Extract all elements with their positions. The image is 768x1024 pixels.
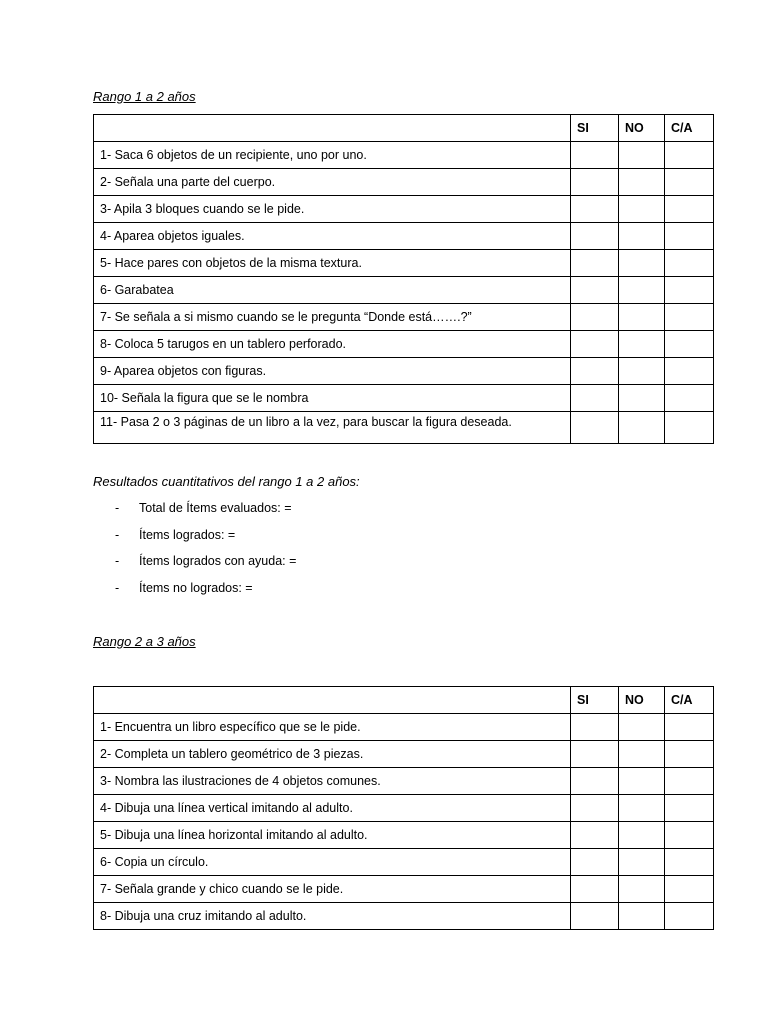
ca-cell[interactable] <box>665 358 714 385</box>
item-text: 9- Aparea objetos con figuras. <box>94 358 571 385</box>
si-cell[interactable] <box>571 903 619 930</box>
item-header-cell <box>94 115 571 142</box>
result-text: Ítems logrados: = <box>139 527 236 542</box>
item-text: 7- Señala grande y chico cuando se le pide. <box>94 876 571 903</box>
no-header: NO <box>619 115 665 142</box>
table-row <box>94 903 714 930</box>
result-text: Ítems logrados con ayuda: = <box>139 554 297 569</box>
no-cell[interactable] <box>619 741 665 768</box>
checklist-table-1-2 <box>93 114 714 444</box>
si-cell[interactable] <box>571 822 619 849</box>
ca-cell[interactable] <box>665 741 714 768</box>
no-cell[interactable] <box>619 277 665 304</box>
no-cell[interactable] <box>619 142 665 169</box>
ca-cell[interactable] <box>665 876 714 903</box>
result-text: Ítems no logrados: = <box>139 580 253 595</box>
ca-cell[interactable] <box>665 250 714 277</box>
result-text: Total de Ítems evaluados: = <box>139 501 292 515</box>
si-cell[interactable] <box>571 795 619 822</box>
table-row <box>94 358 714 385</box>
item-text: 4- Dibuja una línea vertical imitando al adulto. <box>94 795 571 822</box>
table-row <box>94 331 714 358</box>
ca-cell[interactable] <box>665 385 714 412</box>
item-text: 6- Copia un círculo. <box>94 849 571 876</box>
item-text: 1- Saca 6 objetos de un recipiente, uno por uno. <box>94 142 571 169</box>
table-row <box>94 385 714 412</box>
item-text: 2- Señala una parte del cuerpo. <box>94 169 571 196</box>
si-cell[interactable] <box>571 768 619 795</box>
table-row <box>94 714 714 741</box>
no-cell[interactable] <box>619 822 665 849</box>
si-cell[interactable] <box>571 223 619 250</box>
item-text: 7- Se señala a si mismo cuando se le pregunta “Donde está…….?” <box>94 304 571 331</box>
table-row <box>94 768 714 795</box>
ca-cell[interactable] <box>665 196 714 223</box>
item-text: 3- Apila 3 bloques cuando se le pide. <box>94 196 571 223</box>
no-cell[interactable] <box>619 169 665 196</box>
si-cell[interactable] <box>571 849 619 876</box>
ca-cell[interactable] <box>665 849 714 876</box>
table-row <box>94 876 714 903</box>
no-cell[interactable] <box>619 412 665 444</box>
ca-cell[interactable] <box>665 795 714 822</box>
no-cell[interactable] <box>619 385 665 412</box>
no-cell[interactable] <box>619 795 665 822</box>
ca-cell[interactable] <box>665 768 714 795</box>
ca-cell[interactable] <box>665 304 714 331</box>
list-item: - Ítems logrados: = <box>115 527 236 542</box>
table-row <box>94 304 714 331</box>
no-cell[interactable] <box>619 358 665 385</box>
list-item: - Total de Ítems evaluados: = <box>115 501 292 515</box>
section2-title: Rango 2 a 3 años <box>93 634 196 649</box>
table-row <box>94 849 714 876</box>
no-cell[interactable] <box>619 223 665 250</box>
table-row <box>94 223 714 250</box>
si-cell[interactable] <box>571 741 619 768</box>
table-row <box>94 250 714 277</box>
si-cell[interactable] <box>571 331 619 358</box>
no-header: NO <box>619 687 665 714</box>
ca-cell[interactable] <box>665 714 714 741</box>
table-header-row <box>94 115 714 142</box>
item-text: 10- Señala la figura que se le nombra <box>94 385 571 412</box>
si-cell[interactable] <box>571 876 619 903</box>
section1-title: Rango 1 a 2 años <box>93 89 196 104</box>
list-item: - Ítems no logrados: = <box>115 580 253 595</box>
si-cell[interactable] <box>571 196 619 223</box>
ca-cell[interactable] <box>665 412 714 444</box>
no-cell[interactable] <box>619 196 665 223</box>
item-text: 8- Coloca 5 tarugos en un tablero perforado. <box>94 331 571 358</box>
si-cell[interactable] <box>571 142 619 169</box>
ca-header: C/A <box>665 687 714 714</box>
si-cell[interactable] <box>571 358 619 385</box>
no-cell[interactable] <box>619 768 665 795</box>
ca-header: C/A <box>665 115 714 142</box>
table-row <box>94 169 714 196</box>
no-cell[interactable] <box>619 331 665 358</box>
no-cell[interactable] <box>619 250 665 277</box>
si-cell[interactable] <box>571 169 619 196</box>
si-cell[interactable] <box>571 714 619 741</box>
si-cell[interactable] <box>571 277 619 304</box>
no-cell[interactable] <box>619 876 665 903</box>
si-header: SI <box>571 687 619 714</box>
ca-cell[interactable] <box>665 142 714 169</box>
results-title: Resultados cuantitativos del rango 1 a 2 años: <box>93 474 360 489</box>
results-list <box>115 499 296 605</box>
item-text: 1- Encuentra un libro específico que se le pide. <box>94 714 571 741</box>
list-item: - Ítems logrados con ayuda: = <box>115 554 297 569</box>
table-row <box>94 822 714 849</box>
si-header: SI <box>571 115 619 142</box>
ca-cell[interactable] <box>665 903 714 930</box>
ca-cell[interactable] <box>665 223 714 250</box>
table-row <box>94 795 714 822</box>
table-row <box>94 277 714 304</box>
item-text: 8- Dibuja una cruz imitando al adulto. <box>94 903 571 930</box>
table-row <box>94 412 714 444</box>
si-cell[interactable] <box>571 385 619 412</box>
item-text: 5- Dibuja una línea horizontal imitando al adulto. <box>94 822 571 849</box>
si-cell[interactable] <box>571 250 619 277</box>
si-cell[interactable] <box>571 412 619 444</box>
item-text: 4- Aparea objetos iguales. <box>94 223 571 250</box>
table-row <box>94 142 714 169</box>
item-text: 11- Pasa 2 o 3 páginas de un libro a la vez, para buscar la figura deseada. <box>94 412 571 444</box>
no-cell[interactable] <box>619 849 665 876</box>
table-row <box>94 741 714 768</box>
si-cell[interactable] <box>571 304 619 331</box>
no-cell[interactable] <box>619 304 665 331</box>
item-text: 5- Hace pares con objetos de la misma textura. <box>94 250 571 277</box>
ca-cell[interactable] <box>665 169 714 196</box>
ca-cell[interactable] <box>665 331 714 358</box>
table-header-row <box>94 687 714 714</box>
item-header-cell <box>94 687 571 714</box>
item-text: 3- Nombra las ilustraciones de 4 objetos comunes. <box>94 768 571 795</box>
ca-cell[interactable] <box>665 277 714 304</box>
item-text: 2- Completa un tablero geométrico de 3 piezas. <box>94 741 571 768</box>
item-text: 6- Garabatea <box>94 277 571 304</box>
no-cell[interactable] <box>619 714 665 741</box>
table-row <box>94 196 714 223</box>
no-cell[interactable] <box>619 903 665 930</box>
checklist-table-2-3 <box>93 686 714 930</box>
ca-cell[interactable] <box>665 822 714 849</box>
